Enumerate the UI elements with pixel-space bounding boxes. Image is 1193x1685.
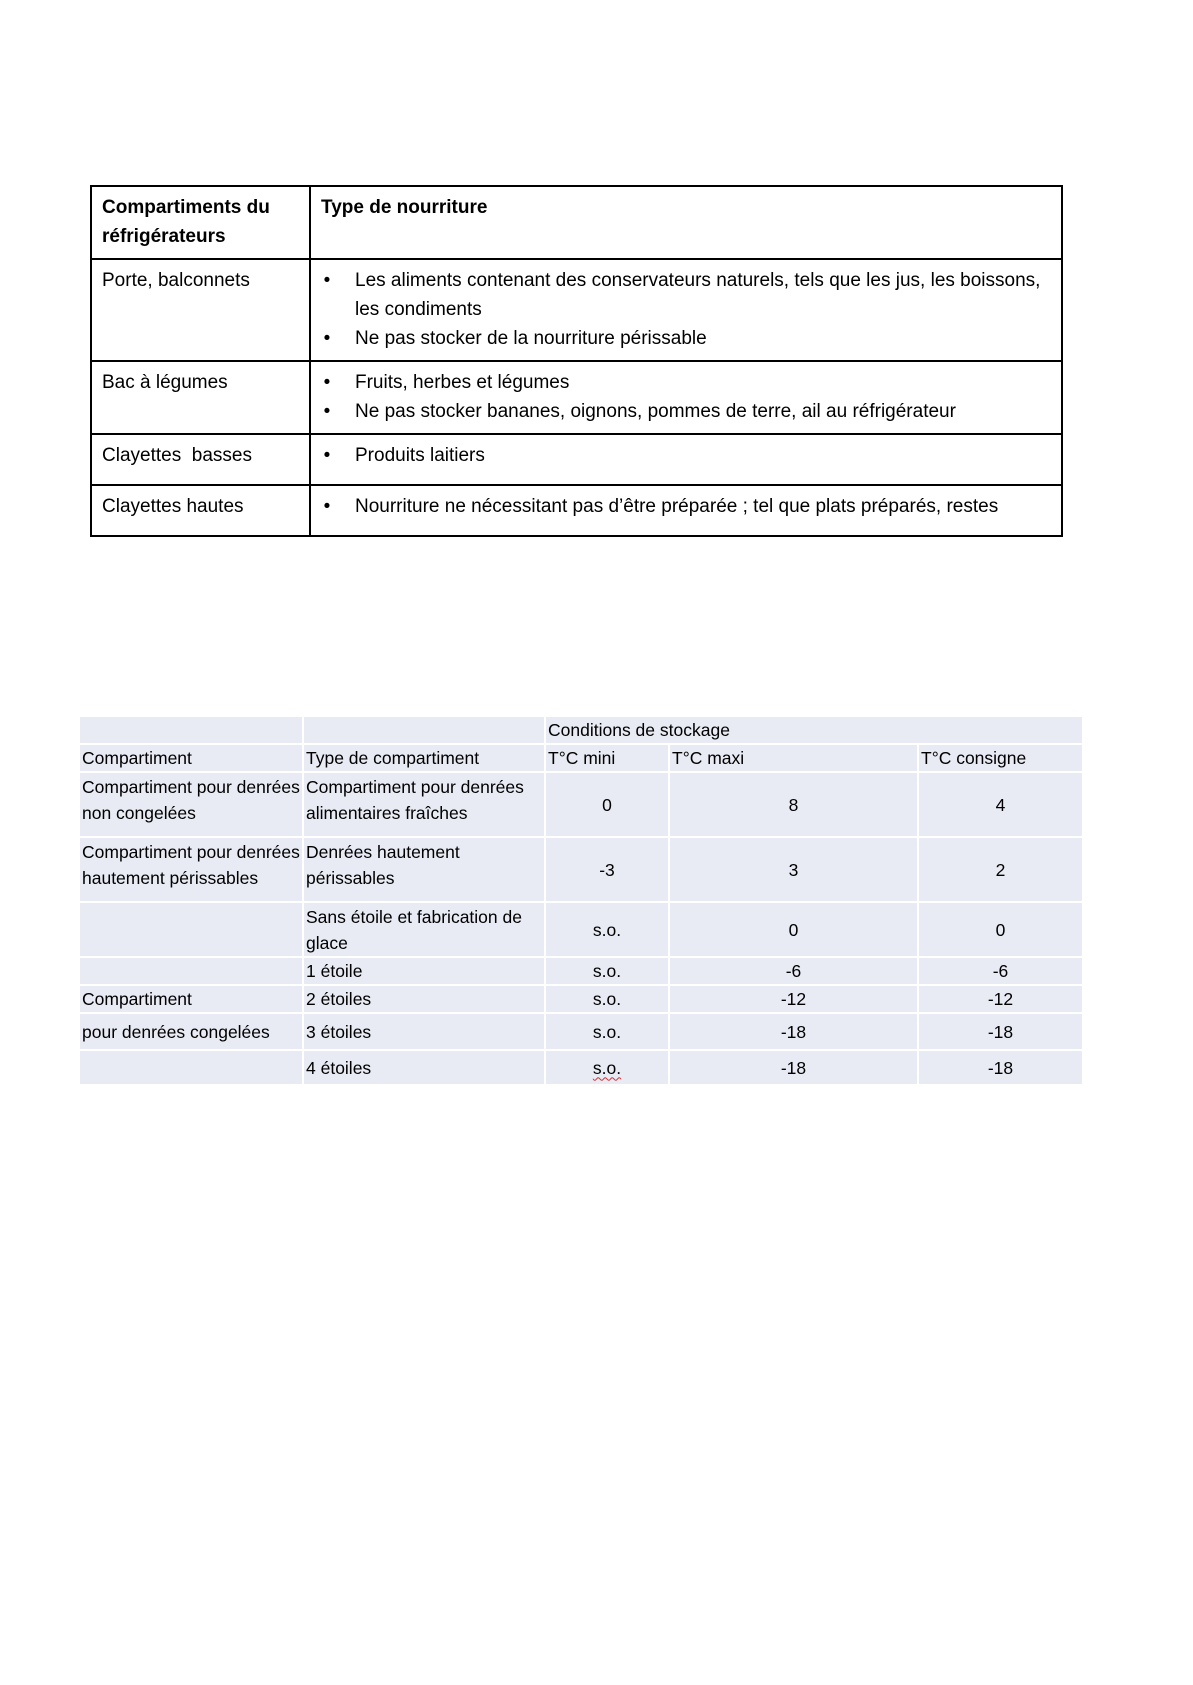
list-item-text: Les aliments contenant des conservateurs naturels, tels que les jus, les boissons, les condiments — [355, 270, 1041, 320]
group-header-row — [80, 717, 1082, 743]
list-item-text: Fruits, herbes et légumes — [355, 372, 570, 393]
header-food-type: Type de nourriture — [310, 186, 1062, 259]
compartment-cell: pour denrées congelées — [80, 1014, 302, 1049]
list-item-text: Ne pas stocker de la nourriture périssable — [355, 328, 707, 349]
table-row — [80, 773, 1082, 836]
temp-max-cell: -18 — [670, 1051, 917, 1084]
bullet-icon: • — [323, 401, 331, 422]
type-cell: Sans étoile et fabrication de glace — [304, 903, 544, 956]
temp-min-cell: 0 — [546, 773, 668, 836]
food-type-cell — [310, 434, 1062, 485]
table-row — [91, 485, 1062, 536]
bullet-list — [321, 492, 1051, 521]
list-item-text: Nourriture ne nécessitant pas d’être préparée ; tel que plats préparés, restes — [355, 496, 999, 517]
type-cell: 3 étoiles — [304, 1014, 544, 1049]
list-item — [321, 324, 1051, 353]
temp-max-cell: -6 — [670, 958, 917, 984]
temp-max-cell: 8 — [670, 773, 917, 836]
type-cell: Denrées hautement périssables — [304, 838, 544, 901]
bullet-list — [321, 368, 1051, 426]
compartment-cell — [80, 1051, 302, 1084]
list-item — [321, 397, 1051, 426]
type-cell: 2 étoiles — [304, 986, 544, 1012]
bullet-icon: • — [323, 496, 331, 517]
compartment-cell: Compartiment pour denrées non congelées — [80, 773, 302, 836]
spellcheck-underline: s.o. — [592, 1057, 622, 1078]
list-item — [321, 368, 1051, 397]
list-item-text: Produits laitiers — [355, 445, 485, 466]
header-temp-min: T°C mini — [546, 745, 668, 771]
temp-min-cell: -3 — [546, 838, 668, 901]
table-row — [80, 1014, 1082, 1049]
table-row — [80, 1051, 1082, 1084]
temp-max-cell: -12 — [670, 986, 917, 1012]
table-row — [80, 958, 1082, 984]
type-cell: 1 étoile — [304, 958, 544, 984]
table-row — [91, 259, 1062, 361]
compartment-cell: Bac à légumes — [91, 361, 310, 434]
bullet-list — [321, 266, 1051, 353]
bullet-icon: • — [323, 372, 331, 393]
table-row — [80, 986, 1082, 1012]
temp-max-cell: 3 — [670, 838, 917, 901]
temp-max-cell: 0 — [670, 903, 917, 956]
temp-setpoint-cell: -18 — [919, 1051, 1082, 1084]
type-cell: Compartiment pour denrées alimentaires fraîches — [304, 773, 544, 836]
bullet-list — [321, 441, 1051, 470]
food-type-cell — [310, 485, 1062, 536]
list-item — [321, 266, 1051, 324]
temp-min-cell — [546, 1051, 668, 1084]
storage-conditions-table — [78, 715, 1084, 1086]
storage-conditions-header: Conditions de stockage — [546, 717, 1082, 743]
bullet-icon: • — [323, 328, 331, 349]
list-item — [321, 492, 1051, 521]
temp-setpoint-cell: -18 — [919, 1014, 1082, 1049]
compartment-cell: Porte, balconnets — [91, 259, 310, 361]
header-compartment: Compartiment — [80, 745, 302, 771]
header-temp-setpoint: T°C consigne — [919, 745, 1082, 771]
table-row — [91, 361, 1062, 434]
header-temp-max: T°C maxi — [670, 745, 917, 771]
list-item — [321, 441, 1051, 470]
temp-setpoint-cell: -6 — [919, 958, 1082, 984]
temp-min-cell: s.o. — [546, 903, 668, 956]
compartment-cell — [80, 903, 302, 956]
table-header-row — [91, 186, 1062, 259]
compartment-cell: Compartiment — [80, 986, 302, 1012]
temp-min-cell: s.o. — [546, 958, 668, 984]
fridge-compartments-table — [90, 185, 1063, 537]
temp-setpoint-cell: 0 — [919, 903, 1082, 956]
header-compartment-type: Type de compartiment — [304, 745, 544, 771]
type-cell: 4 étoiles — [304, 1051, 544, 1084]
empty-cell — [80, 717, 302, 743]
empty-cell — [304, 717, 544, 743]
header-compartments: Compartiments du réfrigérateurs — [91, 186, 310, 259]
temp-setpoint-cell: 2 — [919, 838, 1082, 901]
compartment-cell: Clayettes hautes — [91, 485, 310, 536]
temp-setpoint-cell: -12 — [919, 986, 1082, 1012]
table-row — [80, 838, 1082, 901]
temp-setpoint-cell: 4 — [919, 773, 1082, 836]
temp-min-cell: s.o. — [546, 986, 668, 1012]
table-header-row — [80, 745, 1082, 771]
food-type-cell — [310, 259, 1062, 361]
bullet-icon: • — [323, 270, 331, 291]
compartment-cell: Compartiment pour denrées hautement périssables — [80, 838, 302, 901]
food-type-cell — [310, 361, 1062, 434]
list-item-text: Ne pas stocker bananes, oignons, pommes de terre, ail au réfrigérateur — [355, 401, 956, 422]
bullet-icon: • — [323, 445, 331, 466]
compartment-cell: Clayettes basses — [91, 434, 310, 485]
compartment-cell — [80, 958, 302, 984]
table-row — [91, 434, 1062, 485]
temp-min-cell: s.o. — [546, 1014, 668, 1049]
temp-max-cell: -18 — [670, 1014, 917, 1049]
table-row — [80, 903, 1082, 956]
